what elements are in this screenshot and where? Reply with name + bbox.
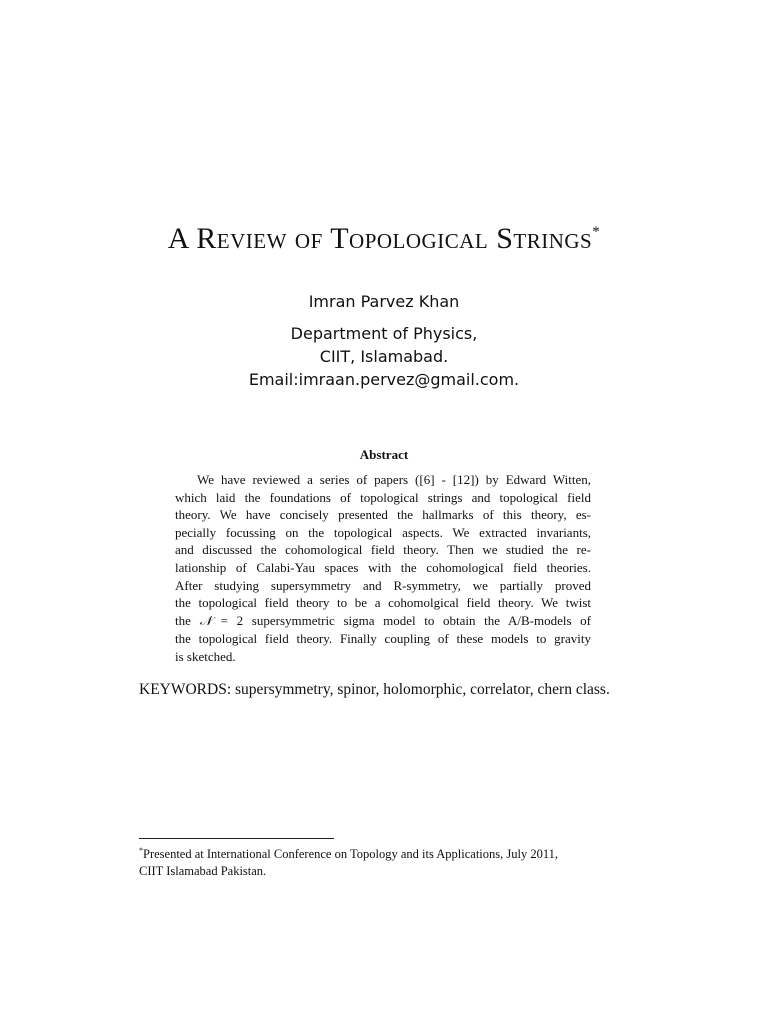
- abstract-line: pecially focussing on the topological aspects. We extracted invariants,: [175, 524, 591, 540]
- paper-title: [0, 214, 768, 257]
- keywords-line: KEYWORDS: supersymmetry, spinor, holomorphic, correlator, chern class.: [139, 681, 610, 698]
- paper-title-text: A Review of Topological Strings: [167, 222, 593, 255]
- footnote-line-1: [139, 842, 627, 863]
- abstract-line: lationship of Calabi-Yau spaces with the cohomological field theories.: [175, 559, 591, 575]
- abstract-twist-prefix: the: [175, 612, 191, 628]
- abstract-body: [175, 471, 591, 666]
- abstract-line: is sketched.: [175, 648, 236, 664]
- footnote: [139, 842, 627, 880]
- footnote-line-2: CIIT Islamabad Pakistan.: [139, 864, 267, 878]
- author-name: Imran Parvez Khan: [308, 292, 460, 311]
- abstract-line: which laid the foundations of topological strings and topological field: [175, 489, 591, 505]
- abstract-line: We have reviewed a series of papers ([6] - [12]) by Edward Witten,: [197, 472, 591, 487]
- abstract-line: After studying supersymmetry and R-symmetry, we partially proved: [175, 577, 591, 593]
- footnote-marker: *: [139, 846, 143, 855]
- abstract-line-twist: [175, 612, 591, 631]
- abstract-line: the topological field theory to be a cohomolgical field theory. We twist: [175, 595, 591, 611]
- math-symbol-n: 𝒩: [199, 613, 213, 629]
- abstract-line: and discussed the cohomological field theory. Then we studied the re-: [175, 542, 591, 558]
- abstract-heading: Abstract: [359, 447, 409, 462]
- author-email: Email:imraan.pervez@gmail.com.: [248, 370, 520, 389]
- author-institution: CIIT, Islamabad.: [319, 347, 449, 366]
- abstract-twist-rest: = 2 supersymmetric sigma model to obtain the A/B-models of: [220, 612, 592, 628]
- title-footnote-marker: *: [592, 224, 601, 240]
- author-block: [0, 290, 768, 391]
- abstract-line: theory. We have concisely presented the hallmarks of this theory, es-: [175, 507, 591, 523]
- author-department: Department of Physics,: [290, 324, 478, 343]
- footnote-divider: [139, 838, 334, 839]
- abstract-line: the topological field theory. Finally coupling of these models to gravity: [175, 631, 591, 647]
- footnote-text-1: Presented at International Conference on Topology and its Applications, July 2011,: [143, 847, 559, 861]
